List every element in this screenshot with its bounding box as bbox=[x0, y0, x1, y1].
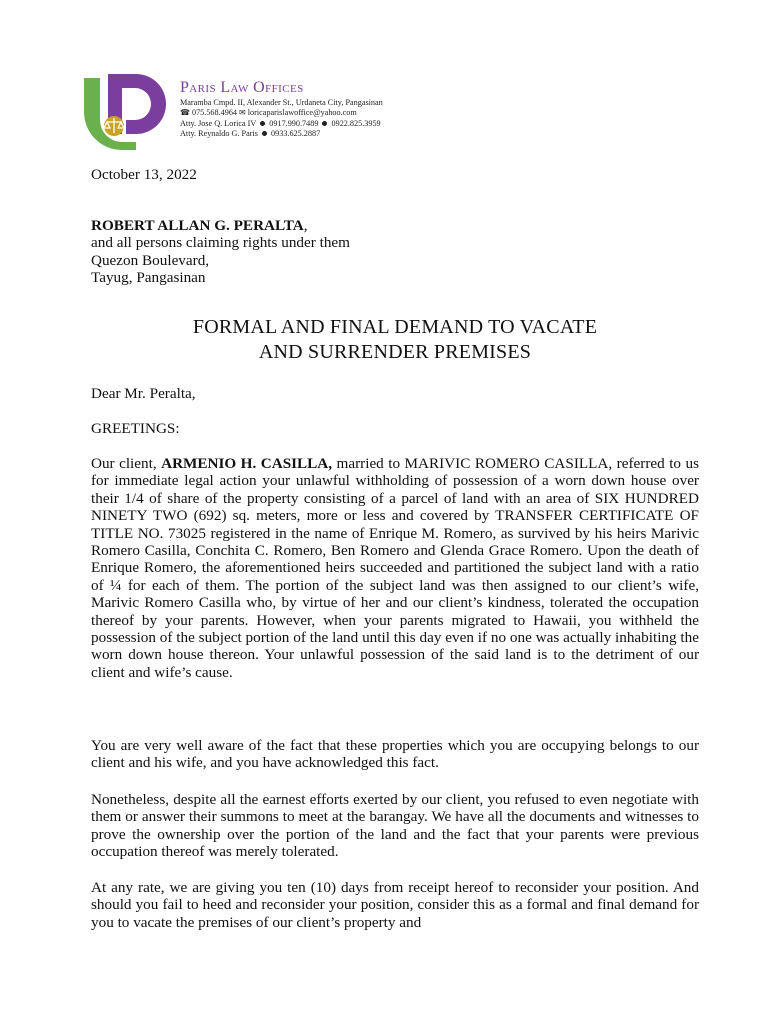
bullet-icon bbox=[260, 121, 265, 126]
client-name: ARMENIO H. CASILLA, bbox=[161, 455, 333, 472]
attorney-line-2 bbox=[180, 129, 600, 139]
attorney2-phone: 0933.625.2887 bbox=[271, 129, 321, 139]
attorney1-name: Atty. Jose Q. Lorica IV bbox=[180, 118, 257, 128]
firm-logo-icon bbox=[78, 70, 170, 150]
paragraph-3: Nonetheless, despite all the earnest efforts exerted by our client, you refused to even negotiate with them or answer their summons to meet at the barangay. We have all the documents and witnesses to prove the ownership over the portion of the land and the fact that your parents were previous occupation thereof was merely tolerated. bbox=[91, 791, 699, 861]
letterhead bbox=[180, 78, 600, 140]
letter-title bbox=[91, 315, 699, 365]
recipient-line: Tayug, Pangasinan bbox=[91, 269, 206, 287]
title-line-1: FORMAL AND FINAL DEMAND TO VACATE bbox=[192, 316, 598, 338]
recipient-line: and all persons claiming rights under them bbox=[91, 234, 350, 252]
attorney2-name: Atty. Reynaldo G. Paris bbox=[180, 129, 258, 139]
salutation: Dear Mr. Peralta, bbox=[91, 385, 196, 402]
title-line-2: AND SURRENDER PREMISES bbox=[258, 341, 532, 363]
firm-contact-line bbox=[180, 108, 600, 118]
recipient-block bbox=[91, 217, 699, 287]
letter-date: October 13, 2022 bbox=[91, 166, 197, 183]
paragraph-2: You are very well aware of the fact that these properties which you are occupying belongs to our client and his wife, and you have acknowledged this fact. bbox=[91, 737, 699, 772]
phone-icon: ☎ bbox=[180, 108, 190, 118]
paragraph-4: At any rate, we are giving you ten (10) days from receipt hereof to reconsider your position. And should you fail to heed and reconsider your position, consider this as a formal and final demand for you to vacate the premises of our client’s property and bbox=[91, 879, 699, 931]
recipient-name-line: ROBERT ALLAN G. PERALTA, bbox=[91, 217, 308, 234]
firm-address: Maramba Cmpd. II, Alexander St., Urdaneta City, Pangasinan bbox=[180, 98, 383, 107]
greetings: GREETINGS: bbox=[91, 420, 180, 437]
attorney1-phone2: 0922.825.3959 bbox=[331, 118, 381, 128]
recipient-name: ROBERT ALLAN G. PERALTA bbox=[91, 217, 304, 234]
bullet-icon bbox=[322, 121, 327, 126]
firm-email: loricaparislawoffice@yahoo.com bbox=[247, 108, 357, 118]
firm-phone: 075.568.4964 bbox=[191, 108, 237, 118]
paragraph-1 bbox=[91, 455, 699, 681]
p1-intro: Our client, bbox=[91, 455, 162, 472]
attorney1-phone1: 0917.990.7489 bbox=[269, 118, 319, 128]
firm-name: Paris Law Offices bbox=[180, 79, 304, 96]
bullet-icon bbox=[262, 131, 267, 136]
recipient-line: Quezon Boulevard, bbox=[91, 251, 210, 269]
attorney-line-1 bbox=[180, 119, 600, 129]
email-icon: ✉ bbox=[239, 108, 246, 118]
p1-body: married to MARIVIC ROMERO CASILLA, referred to us for immediate legal action your unlawful withholding of possession of a worn down house over their 1/4 of share of the property consisting of a parcel of land with an area of SIX HUNDRED NINETY TWO (692) sq. meters, more or less and covered by TRANSFER CERTIFICATE OF TITLE NO. 73025 registered in the name of Enrique M. Romero, as survived by his heirs Marivic Romero Casilla, Conchita C. Romero, Ben Romero and Glenda Grace Romero. Upon the death of Enrique Romero, the aforementioned heirs succeeded and partitioned the subject land with a ratio of ¼ for each of them. The portion of the subject land was then assigned to our client’s wife, Marivic Romero Casilla who, by virtue of her and our client’s kindness, tolerated the occupation thereof by your parents. However, when your parents migrated to Hawaii, you withheld the possession of the subject portion of the land until this day even if no one was actually inhabiting the worn down house thereon. Your unlawful possession of the said land is to the detriment of our client and wife’s cause. bbox=[91, 455, 699, 681]
